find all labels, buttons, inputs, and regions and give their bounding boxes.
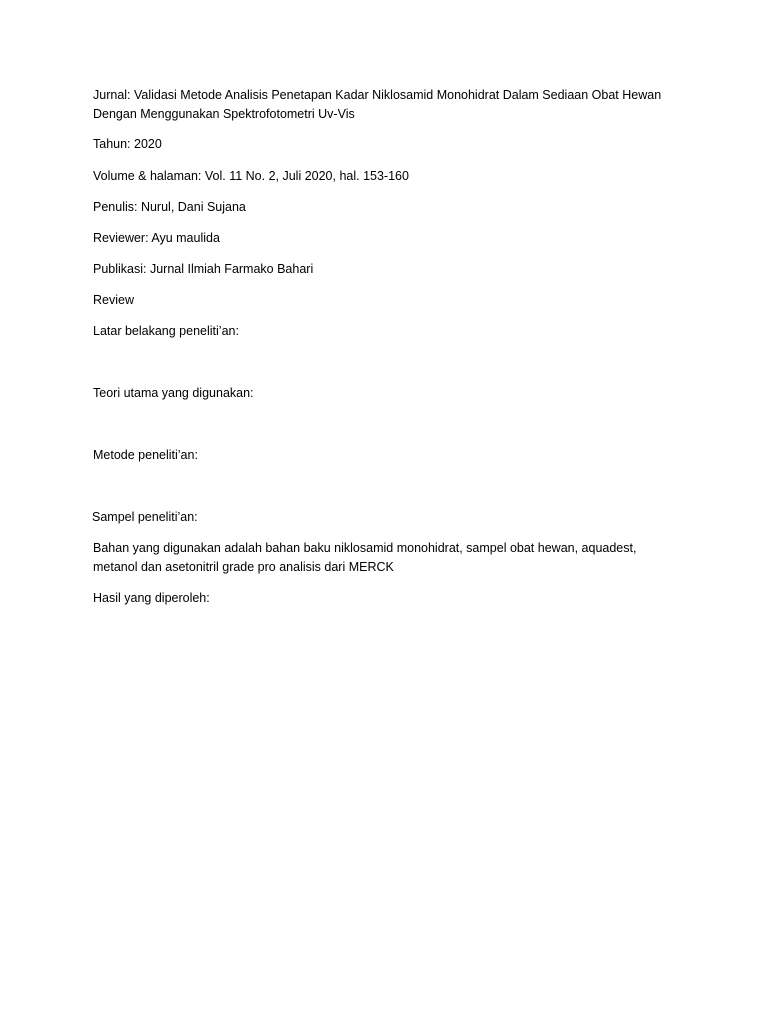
volume-pages-line: Volume & halaman: Vol. 11 No. 2, Juli 2020, hal. 153-160 [93,169,409,183]
authors-line: Penulis: Nurul, Dani Sujana [93,200,246,214]
jurnal-title: Jurnal: Validasi Metode Analisis Penetapan Kadar Niklosamid Monohidrat Dalam Sediaan Obat Hewan Dengan Menggunakan Spektrofotometri Uv-Vis [93,88,662,121]
method-heading: Metode peneliti’an: [93,448,198,462]
reviewer-line: Reviewer: Ayu maulida [93,231,220,245]
year-line: Tahun: 2020 [93,137,162,151]
main-theory-heading: Teori utama yang digunakan: [93,386,254,400]
sample-heading: Sampel peneliti’an: [92,510,198,524]
results-heading: Hasil yang diperoleh: [93,591,210,605]
publication-line: Publikasi: Jurnal Ilmiah Farmako Bahari [93,262,314,276]
materials-paragraph: Bahan yang digunakan adalah bahan baku niklosamid monohidrat, sampel obat hewan, aquadest, metanol dan asetonitril grade pro analisis dari MERCK [93,541,637,574]
review-heading: Review [93,293,134,307]
background-heading: Latar belakang peneliti’an: [93,324,239,338]
